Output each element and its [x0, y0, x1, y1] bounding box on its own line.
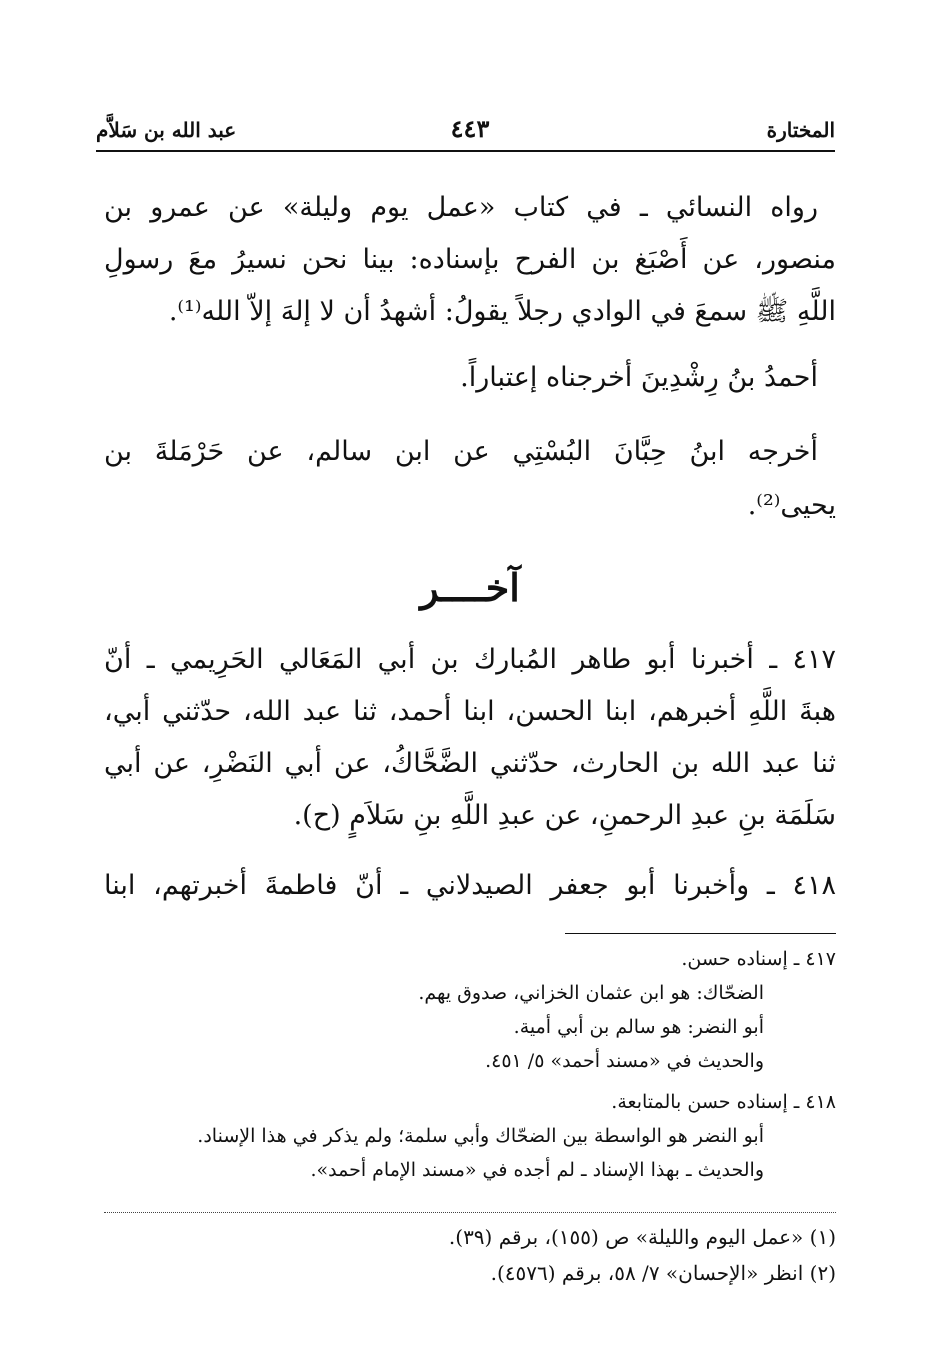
reference-line: (١) «عمل اليوم والليلة» ص (١٥٥)، برقم (٣٩). — [448, 1225, 836, 1249]
note-line: ٤١٧ ـ إسناده حسن. — [681, 948, 836, 970]
body-line: ثنا عبد الله بن الحارث، حدّثني الضَّحَّاكُ، عن أبي النَضْرِ، عن أبي — [104, 748, 836, 779]
note-line: ٤١٨ ـ إسناده حسن بالمتابعة. — [611, 1091, 836, 1113]
body-line: اللَّهِ ﷺ سمعَ في الوادي رجلاً يقولُ: أشهدُ أن لا إلهَ إلاّ الله⁽¹⁾. — [168, 296, 836, 327]
header-book-title: المختارة — [766, 118, 835, 142]
note-line: والحديث ـ بهذا الإسناد ـ لم أجده في «مسند الإمام أحمد». — [310, 1159, 764, 1181]
note-line: والحديث في «مسند أحمد» ٥/ ٤٥١. — [485, 1050, 764, 1072]
page-number: ٤٤٣ — [450, 114, 490, 143]
body-line: يحيى⁽²⁾. — [747, 490, 836, 521]
body-line: أحمدُ بنُ رِشْدِينَ أخرجناه إعتباراً. — [460, 362, 818, 393]
body-line: سَلَمَة بنِ عبدِ الرحمنِ، عن عبدِ اللَّهِ بنِ سَلاَمٍ (ح). — [293, 800, 836, 831]
reference-line: (٢) انظر «الإحسان» ٧/ ٥٨، برقم (٤٥٧٦). — [490, 1261, 836, 1285]
footnote-rule — [565, 933, 836, 934]
body-line: منصور، عن أَصْبَغ بن الفرح بإسناده: بينا نحن نسيرُ معَ رسولِ — [104, 244, 836, 275]
section-title: آخــــر — [420, 565, 520, 610]
body-line: ٤١٨ ـ وأخبرنا أبو جعفر الصيدلاني ـ أنّ فاطمةَ أخبرتهم، ابنا — [104, 870, 836, 901]
note-line: أبو النضر هو الواسطة بين الضحّاك وأبي سلمة؛ ولم يذكر في هذا الإسناد. — [197, 1125, 764, 1147]
body-line: ٤١٧ ـ أخبرنا أبو طاهر المُبارك بن أبي المَعَالي الحَرِيمي ـ أنّ — [104, 644, 836, 675]
note-line: الضحّاك: هو ابن عثمان الخزاني، صدوق يهم. — [418, 982, 764, 1004]
header-rule — [96, 150, 835, 152]
body-line: رواه النسائي ـ في كتاب «عمل يوم وليلة» عن عمرو بن — [104, 192, 818, 223]
body-line: هبةَ اللَّهِ أخبرهم، ابنا الحسن، ابنا أحمد، ثنا عبد الله، حدّثني أبي، — [104, 696, 836, 727]
header-chapter-title: عبد الله بن سَلاَّم — [96, 118, 237, 142]
reference-rule — [104, 1212, 836, 1213]
body-line: أخرجه ابنُ حِبَّانَ البُسْتِي عن ابن سالم، عن حَرْمَلةَ بن — [104, 436, 818, 467]
note-line: أبو النضر: هو سالم بن أبي أمية. — [513, 1016, 764, 1038]
